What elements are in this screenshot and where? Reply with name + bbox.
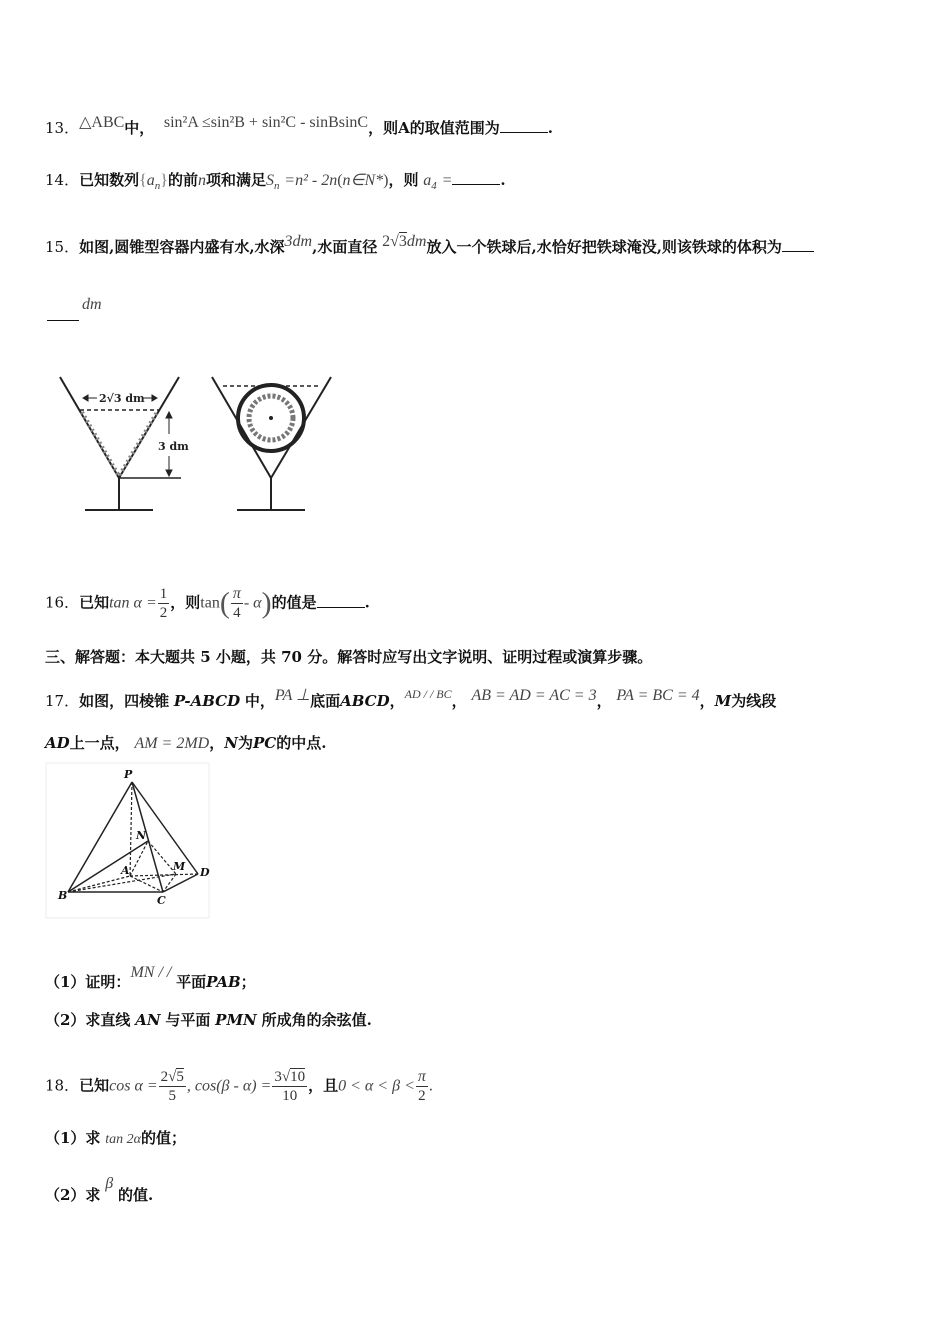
q16-text-1: 已知 bbox=[79, 593, 110, 612]
q17-ad-bc: AD / / BC bbox=[404, 687, 452, 701]
edge-cd bbox=[163, 874, 198, 892]
q15-dia-coef: 2 bbox=[382, 233, 391, 250]
q17-text-2: 中， bbox=[244, 692, 275, 710]
q17-pc: PC bbox=[252, 734, 277, 752]
q13-line bbox=[45, 113, 553, 138]
q18-text-2: ，且 bbox=[308, 1076, 339, 1095]
q15-depth: 3dm bbox=[284, 233, 313, 250]
q18-frac-1: $\frac{2√5}{5}$ bbox=[160, 1069, 184, 1104]
q17-line-2 bbox=[45, 733, 326, 754]
q13-text-2: ，则 bbox=[368, 119, 399, 137]
q16-minus-alpha: - α bbox=[243, 594, 262, 612]
section-3-header: 三、解答题：本大题共 5 小题，共 70 分。解答时应写出文字说明、证明过程或演算步骤。 bbox=[45, 648, 653, 666]
q14-text-1: 已知数列 bbox=[79, 171, 140, 189]
q13-answer-blank bbox=[500, 118, 548, 133]
edge-ba bbox=[68, 876, 130, 892]
q17-text-9: 的中点. bbox=[276, 734, 327, 752]
label-a: A bbox=[121, 864, 130, 877]
q15-number: 15． bbox=[45, 238, 80, 256]
q14-formula-mid: =n² - 2n bbox=[284, 172, 338, 189]
q17-equalities: AB = AD = AC = 3 bbox=[471, 687, 597, 704]
q17-pa-perp: PA ⊥ bbox=[274, 687, 311, 704]
q13-number: 13． bbox=[45, 119, 80, 137]
label-d: D bbox=[200, 866, 210, 879]
dim-side-label: 3 dm bbox=[158, 440, 189, 453]
q17-p1-label: （1）证明： bbox=[45, 973, 131, 991]
q17-part-2 bbox=[45, 1010, 372, 1030]
q14-answer-blank bbox=[452, 170, 500, 185]
q14-end: . bbox=[500, 171, 506, 189]
q16-tan: tan α = bbox=[109, 594, 157, 612]
q15-dia-rad: 3 bbox=[398, 233, 407, 250]
q17-ad: AD bbox=[45, 734, 70, 752]
q17-p2-an: AN bbox=[135, 1011, 161, 1029]
q17-p1-text: 平面 bbox=[176, 973, 207, 991]
q17-n: N bbox=[224, 734, 238, 752]
q14-a4-sub: 4 bbox=[431, 180, 437, 192]
q17-pyramid: P-ABCD bbox=[173, 692, 241, 710]
q13-text-1: 中， bbox=[124, 119, 155, 137]
dim-top-label: 2√3 dm bbox=[99, 392, 145, 405]
q14-formula-s: S bbox=[266, 172, 275, 189]
q13-end: . bbox=[547, 119, 554, 137]
q14-seq: a bbox=[146, 172, 155, 189]
q17-text-8: 为 bbox=[237, 734, 253, 752]
q18-p2-beta: β bbox=[105, 1175, 114, 1192]
q17-p2-pmn: PMN bbox=[215, 1011, 257, 1029]
q15-text-3: 放入一个铁球后,水恰好把铁球淹没,则该铁球的体积为 bbox=[426, 238, 782, 256]
q15-unit-line bbox=[82, 294, 102, 315]
q15-dia-unit: dm bbox=[406, 233, 427, 250]
label-n: N bbox=[136, 829, 147, 842]
q16-tan2: tan bbox=[200, 594, 220, 612]
q17-pa-bc: PA = BC = 4 bbox=[616, 687, 700, 704]
q17-text-7: ， bbox=[209, 734, 225, 752]
q17-line-1: 17．如图，四棱锥 P-ABCD 中，PA ⊥底面ABCD，$^{AD / / BC}$， AB = AD = AC = 3， PA = BC = 4，M为线段 bbox=[45, 687, 777, 710]
q18-ineq: 0 < α < β < bbox=[338, 1077, 415, 1095]
edge-pa bbox=[130, 782, 132, 876]
q14-eq: = bbox=[441, 172, 453, 189]
label-m: M bbox=[173, 860, 186, 873]
q17-p2-text-1: 与平面 bbox=[165, 1011, 211, 1029]
q14-formula-sub: n bbox=[274, 180, 280, 192]
label-p: P bbox=[124, 768, 133, 781]
q18-part-2 bbox=[45, 1174, 153, 1205]
q17-m: M bbox=[714, 692, 732, 710]
q15-text-2: ,水面直径 bbox=[312, 238, 378, 256]
q16-answer-blank bbox=[317, 593, 365, 608]
q13-formula: sin²A ≤sin²B + sin²C - sinBsinC bbox=[163, 114, 369, 131]
q18-frac-2: $\frac{3√10}{10}$ bbox=[274, 1069, 306, 1104]
q18-p1-label: （1）求 bbox=[45, 1129, 101, 1147]
q16-text-2: ，则 bbox=[170, 593, 201, 612]
label-c: C bbox=[157, 894, 166, 907]
q14-number: 14． bbox=[45, 171, 80, 189]
q15-text-1: 如图,圆锥型容器内盛有水,水深 bbox=[79, 238, 285, 256]
q18-cos: cos α = bbox=[109, 1077, 158, 1095]
q17-text-6: 上一点， bbox=[69, 734, 130, 752]
q18-p1-text: 的值； bbox=[140, 1129, 186, 1147]
q15-cone-figure bbox=[55, 372, 340, 517]
q13-var-a: A bbox=[398, 119, 410, 137]
q17-p2-label: （2）求直线 bbox=[45, 1011, 131, 1029]
q18-cos2: , cos(β - α) = bbox=[186, 1077, 272, 1095]
q15-blank-line bbox=[47, 306, 79, 326]
q17-p1-pab: PAB bbox=[206, 973, 241, 991]
q18-p2-label: （2）求 bbox=[45, 1186, 101, 1204]
seg-nm bbox=[148, 841, 176, 874]
q17-text-1: 如图，四棱锥 bbox=[79, 692, 170, 710]
q16-half: $\frac{1}{2}$ bbox=[159, 586, 168, 621]
seg-bn bbox=[68, 841, 148, 892]
q14-formula-cond: n∈N* bbox=[342, 172, 384, 189]
q16-text-3: 的值是 bbox=[271, 593, 317, 612]
q18-p2-text: 的值. bbox=[117, 1186, 154, 1204]
q17-number: 17． bbox=[45, 692, 80, 710]
q16-line: 16．已知tan α = $\frac{1}{2}$ ，则tan( $\frac{\pi}{4}$ - α)的值是 . bbox=[45, 585, 370, 621]
q18-line: 18．已知cos α = $\frac{2√5}{5}$ , cos(β - α) = $\frac{3√10}{10}$ ，且0 < α < β < $\frac{\pi}{2}$ . bbox=[45, 1068, 433, 1104]
q14-text-2: 的前 bbox=[167, 171, 198, 189]
q17-pyramid-figure bbox=[45, 762, 215, 922]
q17-part-1: （1）证明：MN / / 平面PAB； bbox=[45, 964, 256, 991]
q17-am: AM = 2MD bbox=[134, 735, 210, 752]
q14-text-4: ，则 bbox=[388, 171, 419, 189]
q13-text-3: 的取值范围为 bbox=[409, 119, 500, 137]
q17-text-4: ， bbox=[389, 692, 405, 710]
q18-part-1 bbox=[45, 1128, 186, 1150]
q17-text-5: 为线段 bbox=[731, 692, 777, 710]
q15-unit: dm bbox=[82, 296, 102, 313]
q17-abcd: ABCD bbox=[340, 692, 390, 710]
q16-number: 16． bbox=[45, 593, 80, 612]
q14-line: 14．已知数列$\{a_n\}$的前n项和满足$S_n =n^2$ - 2n(n∈N*)，则 $a_4$ = . bbox=[45, 171, 506, 192]
q14-n: n bbox=[198, 172, 206, 189]
q18-p1-tan: tan 2α bbox=[105, 1132, 141, 1147]
q14-a4: a bbox=[423, 172, 432, 189]
q17-p1-mn: MN / / bbox=[130, 964, 172, 981]
q17-text-3: 底面 bbox=[310, 692, 341, 710]
q15-line: 15．如图,圆锥型容器内盛有水,水深3dm,水面直径 2√3dm放入一个铁球后,水恰好把铁球淹没,则该铁球的体积为 bbox=[45, 232, 814, 257]
q18-text-1: 已知 bbox=[79, 1076, 110, 1095]
q17-p2-text-2: 所成角的余弦值. bbox=[261, 1011, 372, 1029]
edge-ac bbox=[130, 876, 163, 892]
q13-triangle: △ABC bbox=[79, 114, 125, 131]
water-left bbox=[82, 412, 157, 476]
cone-right bbox=[212, 377, 331, 510]
q16-pi-over-4: $\frac{\pi}{4}$ bbox=[232, 585, 241, 621]
q18-number: 18． bbox=[45, 1076, 80, 1095]
q14-seq-sub: n bbox=[154, 180, 161, 192]
q14-text-3: 项和满足 bbox=[206, 171, 267, 189]
q18-pi-over-2: $\frac{\pi}{2}$ bbox=[417, 1068, 426, 1104]
q15-answer-blank-2 bbox=[47, 306, 79, 321]
q15-answer-blank-1 bbox=[782, 237, 814, 252]
q16-end: . bbox=[364, 593, 370, 612]
label-b: B bbox=[58, 889, 68, 902]
